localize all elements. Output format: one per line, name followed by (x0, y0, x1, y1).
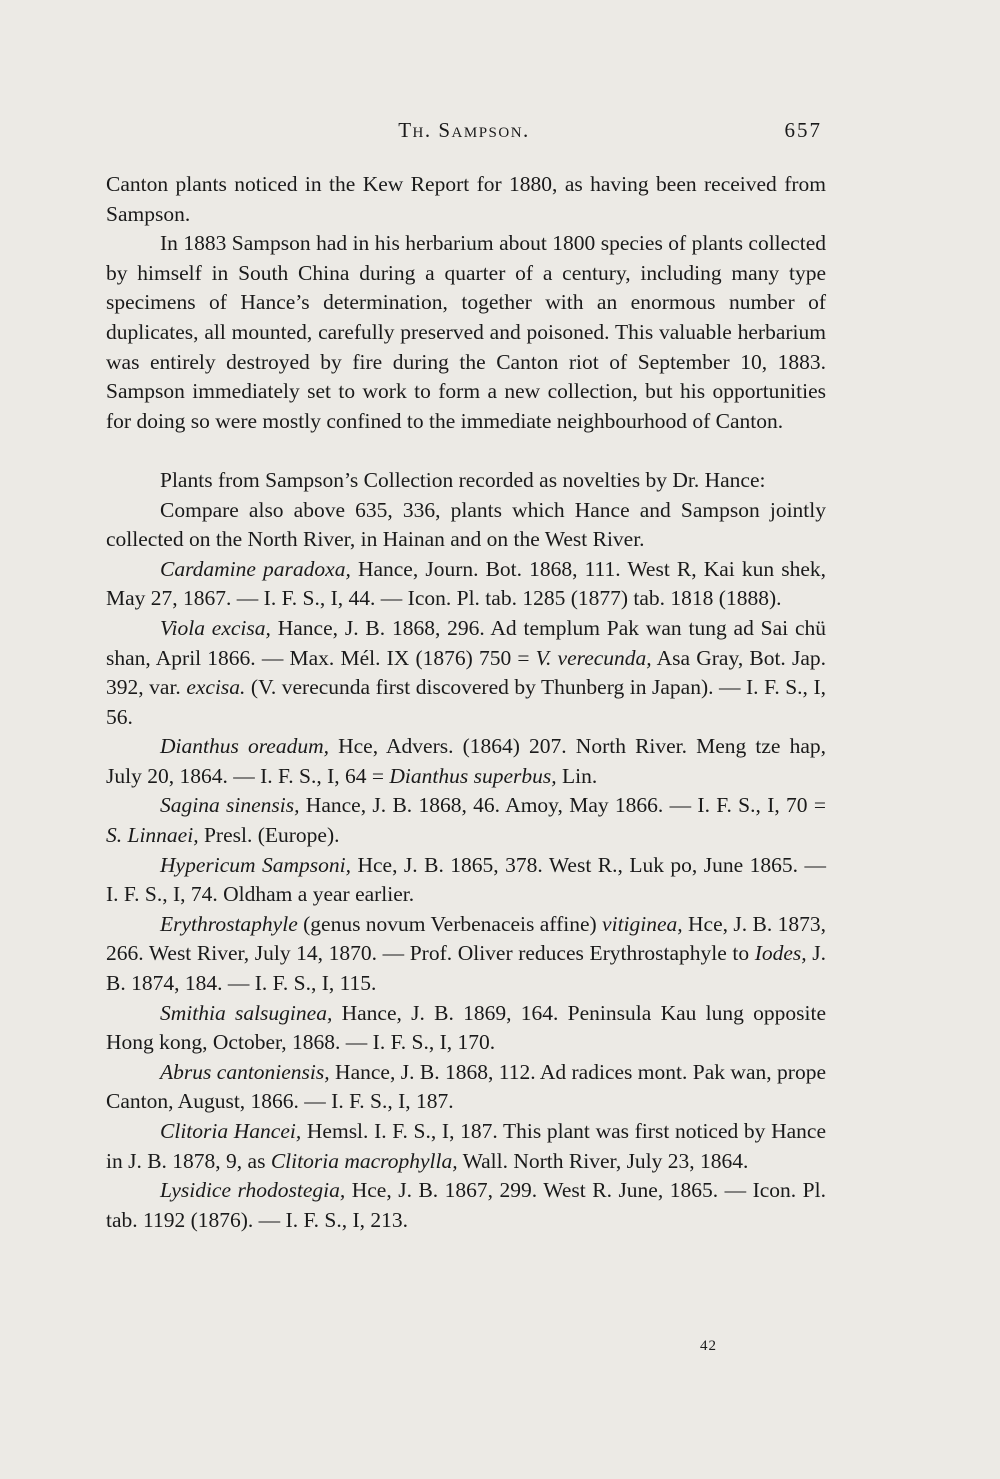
species-name: excisa. (186, 675, 246, 700)
entry-text: Hance, J. B. 1868, 296. Ad templum Pak wan tung ad Sai chü shan, April 1866. — Max. Mél. IX (1876) 750 = (106, 615, 826, 670)
entry-text: J. B. 1874, 184. — I. F. S., I, 115. (106, 941, 826, 996)
species-name: Hypericum Sampsoni, (160, 852, 351, 877)
entry-text: Hemsl. I. F. S., I, 187. This plant was first noticed by Hance in J. B. 1878, 9, as (106, 1119, 826, 1173)
species-name: Clitoria Hancei, (160, 1119, 302, 1143)
entry-text: Hance, J. B. 1869, 164. Peninsula Kau lung opposite Hong kong, October, 1868. — I. F. S., I, 170. (106, 1000, 827, 1055)
species-name: Iodes, (754, 941, 807, 966)
species-name: Abrus cantoniensis, (160, 1059, 330, 1084)
species-entry (106, 1117, 826, 1176)
entry-text: Hance, Journ. Bot. 1868, 111. West R, Kai kun shek, May 27, 1867. — I. F. S., I, 44. — Icon. Pl. tab. 1285 (1877) tab. 1818 (1888). (106, 556, 826, 611)
species-name: vitiginea, (602, 911, 683, 936)
species-entry (106, 614, 826, 732)
entry-text: Presl. (Europe). (198, 823, 340, 848)
entry-text: Lin. (556, 763, 598, 788)
species-entry (106, 999, 826, 1058)
signature-mark: 42 (700, 1338, 717, 1354)
species-entry (106, 555, 826, 614)
page-number: 657 (784, 118, 822, 142)
entry-text: (V. verecunda first discovered by Thunberg in Japan). — I. F. S., I, 56. (106, 675, 826, 729)
entry-text: Hce, Advers. (1864) 207. North River. Meng tze hap, July 20, 1864. — I. F. S., I, 64 = (106, 734, 827, 788)
species-entry (106, 851, 826, 910)
species-name: V. verecunda, (535, 645, 652, 670)
paragraph: In 1883 Sampson had in his herbarium about 1800 species of plants collected by himself in South China during a quarter of a century, including many type specimens of Hance’s determination, together with an enormous number of duplicates, all mounted, carefully preserved and poisoned. This valuable herbarium was entirely destroyed by fire during the Canton riot of September 10, 1883. Sampson immediately set to work to form a new collection, but his opportunities for doing so were mostly confined to the immediate neighbourhood of Canton. (106, 231, 826, 433)
species-entry (106, 791, 826, 850)
species-entry (106, 910, 826, 999)
entry-text: Hce, J. B. 1865, 378. West R., Luk po, June 1865. — I. F. S., I, 74. Oldham a year earlier. (106, 852, 826, 907)
species-name: Sagina sinensis, (160, 793, 300, 818)
body-text (106, 170, 826, 1235)
entry-text: Hce, J. B. 1867, 299. West R. June, 1865. — Icon. Pl. tab. 1192 (1876). — I. F. S., I, 213. (106, 1178, 826, 1232)
entry-text: (genus novum Verbenaceis affine) (297, 911, 603, 936)
entry-text: Hance, J. B. 1868, 112. Ad radices mont. Pak wan, prope Canton, August, 1866. — I. F. S., I, 187. (106, 1059, 826, 1114)
entry-text: Asa Gray, Bot. Jap. 392, var. (106, 645, 826, 700)
species-name: Cardamine paradoxa, (160, 556, 351, 581)
paragraph: Plants from Sampson’s Collection recorded as novelties by Dr. Hance: (160, 467, 766, 492)
paragraph: Canton plants noticed in the Kew Report for 1880, as having been received from Sampson. (106, 172, 826, 226)
entry-text: Hance, J. B. 1868, 46. Amoy, May 1866. — I. F. S., I, 70 = (299, 793, 826, 818)
page-header (106, 118, 822, 152)
species-name: Dianthus oreadum, (160, 734, 329, 759)
species-name: Lysidice rhodostegia, (160, 1178, 346, 1203)
species-name: Clitoria macrophylla, (270, 1148, 458, 1173)
species-name: S. Linnaei, (106, 823, 199, 848)
species-entry (106, 1176, 826, 1235)
species-name: Dianthus superbus, (389, 763, 557, 788)
species-name: Viola excisa, (160, 615, 271, 640)
species-name: Erythrostaphyle (160, 911, 298, 936)
entry-text: Hce, J. B. 1873, 266. West River, July 14, 1870. — Prof. Oliver reduces Erythrostaphyle to (106, 911, 826, 966)
species-name: Smithia salsuginea, (160, 1000, 333, 1025)
species-entry (106, 1058, 826, 1117)
running-title: Th. Sampson. (398, 118, 530, 142)
species-entry (106, 732, 826, 791)
entry-text: Wall. North River, July 23, 1864. (457, 1148, 749, 1173)
paragraph: Compare also above 635, 336, plants which Hance and Sampson jointly collected on the North River, in Hainan and on the West River. (106, 497, 826, 552)
